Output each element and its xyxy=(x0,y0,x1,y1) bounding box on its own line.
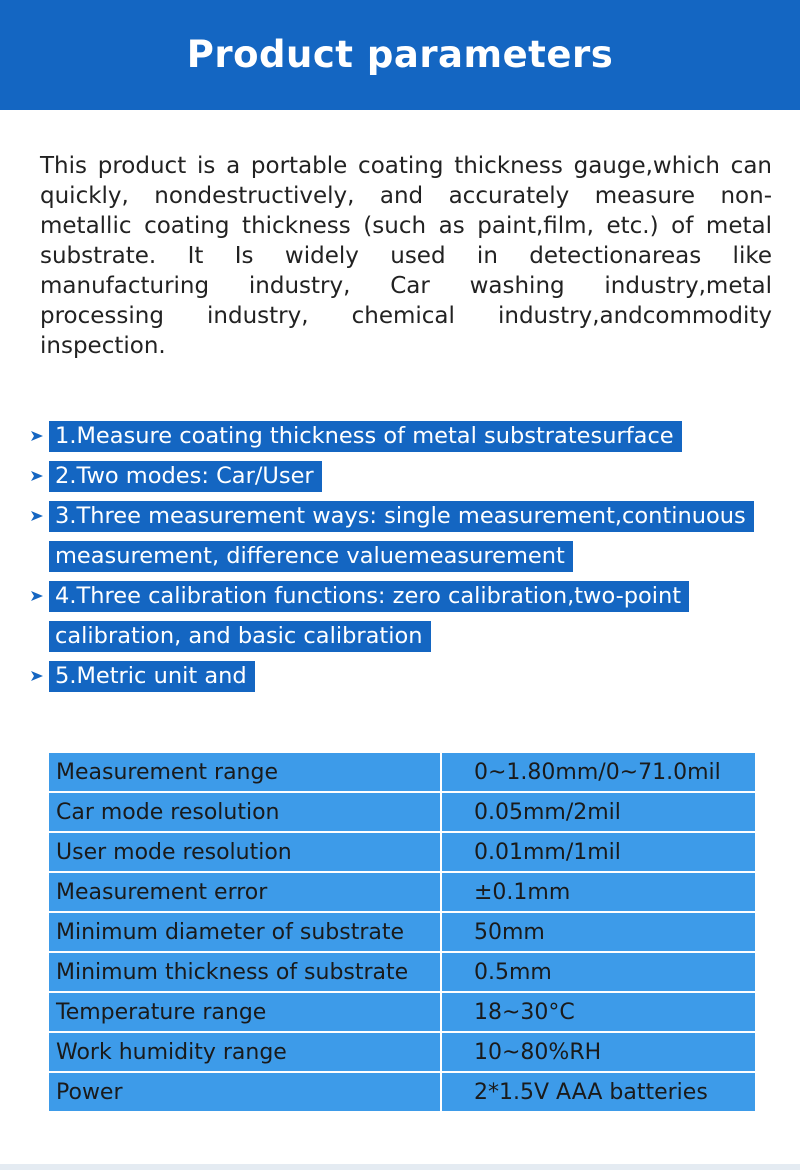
arrow-right-icon xyxy=(27,416,47,456)
arrow-right-icon xyxy=(27,496,47,536)
feature-item xyxy=(27,496,787,576)
spec-value: 0.5mm xyxy=(441,952,756,992)
divider xyxy=(0,1164,800,1170)
table-row xyxy=(48,1032,756,1072)
page-title: Product parameters xyxy=(186,32,614,76)
table-row xyxy=(48,952,756,992)
header-banner xyxy=(0,0,800,110)
spec-value: 0.01mm/1mil xyxy=(441,832,756,872)
spec-value: 0~1.80mm/0~71.0mil xyxy=(441,752,756,792)
feature-text: 2.Two modes: Car/User xyxy=(49,461,322,492)
feature-text: 1.Measure coating thickness of metal substratesurface xyxy=(49,421,682,452)
feature-list xyxy=(27,416,787,696)
feature-item xyxy=(27,656,787,696)
spec-value: 0.05mm/2mil xyxy=(441,792,756,832)
spec-name: Power xyxy=(48,1072,441,1112)
spec-value: ±0.1mm xyxy=(441,872,756,912)
spec-name: Minimum thickness of substrate xyxy=(48,952,441,992)
product-description: This product is a portable coating thickness gauge,which can quickly, nondestructively, and accurately measure non-metallic coating thickness (such as paint,film, etc.) of metal substrate. It Is widely used in detectionareas like manufacturing industry, Car washing industry,metal processing industry, chemical industry,andcommodity inspection. xyxy=(40,153,772,359)
spec-name: Work humidity range xyxy=(48,1032,441,1072)
feature-item xyxy=(27,576,787,656)
feature-text: 5.Metric unit and xyxy=(49,661,255,692)
spec-name: Car mode resolution xyxy=(48,792,441,832)
spec-name: Measurement error xyxy=(48,872,441,912)
feature-item xyxy=(27,456,787,496)
arrow-right-icon xyxy=(27,576,47,616)
spec-name: Minimum diameter of substrate xyxy=(48,912,441,952)
table-row xyxy=(48,832,756,872)
spec-value: 18~30°C xyxy=(441,992,756,1032)
spec-name: Measurement range xyxy=(48,752,441,792)
spec-table xyxy=(47,751,757,1113)
spec-name: User mode resolution xyxy=(48,832,441,872)
table-row xyxy=(48,792,756,832)
arrow-right-icon xyxy=(27,456,47,496)
arrow-right-icon xyxy=(27,656,47,696)
feature-item xyxy=(27,416,787,456)
table-row xyxy=(48,992,756,1032)
table-row xyxy=(48,752,756,792)
table-row xyxy=(48,872,756,912)
spec-name: Temperature range xyxy=(48,992,441,1032)
feature-text: 4.Three calibration functions: zero calibration,two-point calibration, and basic calibration xyxy=(49,581,689,652)
feature-text: 3.Three measurement ways: single measurement,continuous measurement, difference valuemeasurement xyxy=(49,501,754,572)
spec-value: 2*1.5V AAA batteries xyxy=(441,1072,756,1112)
table-row xyxy=(48,912,756,952)
spec-value: 10~80%RH xyxy=(441,1032,756,1072)
spec-value: 50mm xyxy=(441,912,756,952)
table-row xyxy=(48,1072,756,1112)
